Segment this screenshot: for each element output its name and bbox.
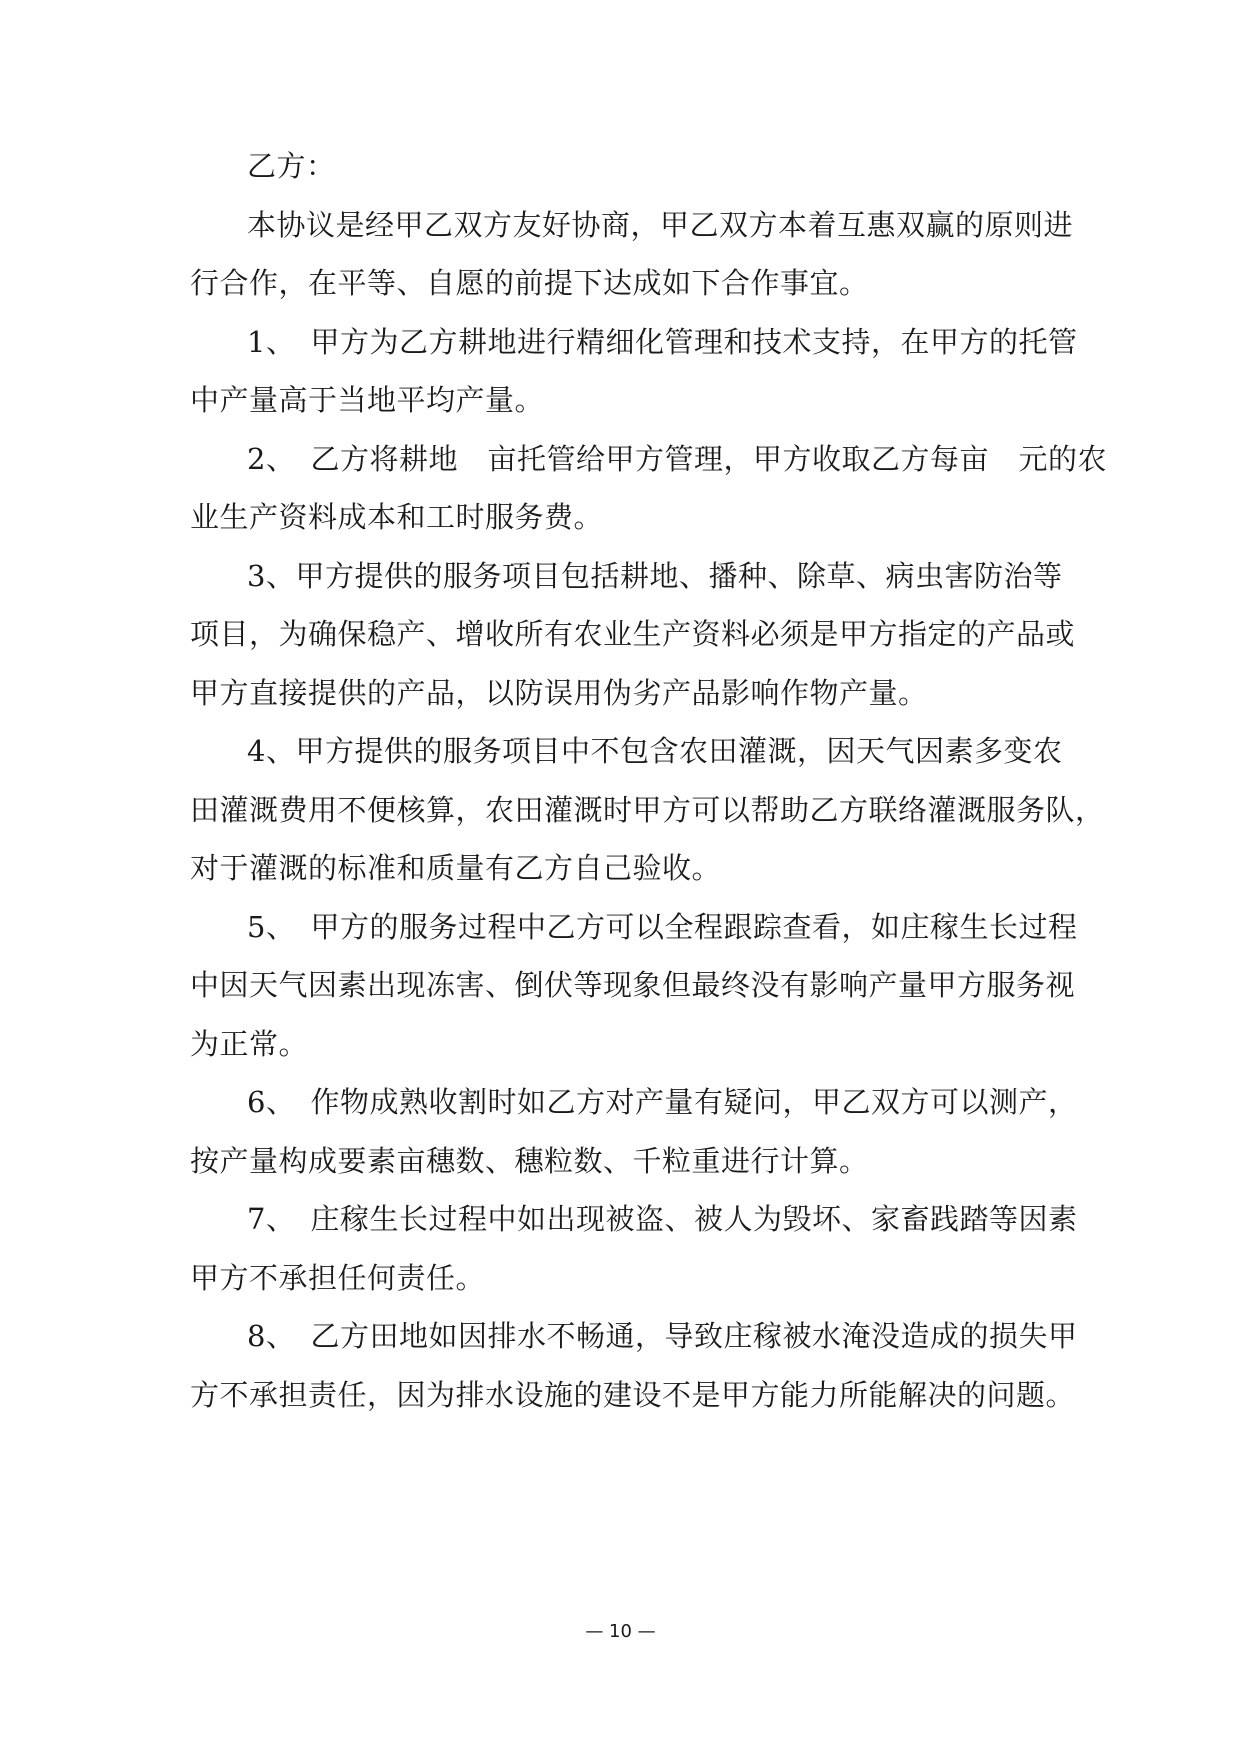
clause-6-line-1: 6、 作物成熟收割时如乙方对产量有疑问，甲乙双方可以测产， bbox=[247, 1085, 1078, 1119]
clause-5-line-1: 5、 甲方的服务过程中乙方可以全程跟踪查看，如庄稼生长过程 bbox=[247, 910, 1078, 944]
clause-6-line-2: 按产量构成要素亩穗数、穗粒数、千粒重进行计算。 bbox=[190, 1144, 869, 1178]
clause-3-line-1: 3、甲方提供的服务项目包括耕地、播种、除草、病虫害防治等 bbox=[247, 559, 1063, 593]
clause-3-line-2: 项目，为确保稳产、增收所有农业生产资料必须是甲方指定的产品或 bbox=[190, 617, 1076, 651]
page-number: — 10 — bbox=[585, 1621, 656, 1642]
clause-5-line-2: 中因天气因素出现冻害、倒伏等现象但最终没有影响产量甲方服务视 bbox=[190, 968, 1076, 1002]
intro-line-1: 本协议是经甲乙双方友好协商，甲乙双方本着互惠双赢的原则进 bbox=[247, 208, 1074, 242]
clause-4-line-1: 4、甲方提供的服务项目中不包含农田灌溉，因天气因素多变农 bbox=[247, 734, 1063, 768]
clause-1-line-2: 中产量高于当地平均产量。 bbox=[190, 383, 545, 417]
intro-line-2: 行合作，在平等、自愿的前提下达成如下合作事宜。 bbox=[190, 266, 869, 300]
clause-7-line-2: 甲方不承担任何责任。 bbox=[190, 1261, 486, 1295]
clause-1-line-1: 1、 甲方为乙方耕地进行精细化管理和技术支持，在甲方的托管 bbox=[247, 325, 1078, 359]
clause-4-line-3: 对于灌溉的标准和质量有乙方自己验收。 bbox=[190, 851, 722, 885]
clause-4-line-2: 田灌溉费用不便核算，农田灌溉时甲方可以帮助乙方联络灌溉服务队， bbox=[190, 793, 1105, 827]
clause-5-line-3: 为正常。 bbox=[190, 1027, 309, 1061]
party-b-label: 乙方： bbox=[247, 149, 336, 183]
clause-7-line-1: 7、 庄稼生长过程中如出现被盗、被人为毁坏、家畜践踏等因素 bbox=[247, 1202, 1078, 1236]
clause-8-line-1: 8、 乙方田地如因排水不畅通，导致庄稼被水淹没造成的损失甲 bbox=[247, 1319, 1078, 1353]
clause-3-line-3: 甲方直接提供的产品，以防误用伪劣产品影响作物产量。 bbox=[190, 676, 928, 710]
clause-8-line-2: 方不承担责任，因为排水设施的建设不是甲方能力所能解决的问题。 bbox=[190, 1378, 1076, 1412]
clause-2-line-2: 业生产资料成本和工时服务费。 bbox=[190, 500, 604, 534]
clause-2-line-1: 2、 乙方将耕地 亩托管给甲方管理，甲方收取乙方每亩 元的农 bbox=[247, 442, 1107, 476]
